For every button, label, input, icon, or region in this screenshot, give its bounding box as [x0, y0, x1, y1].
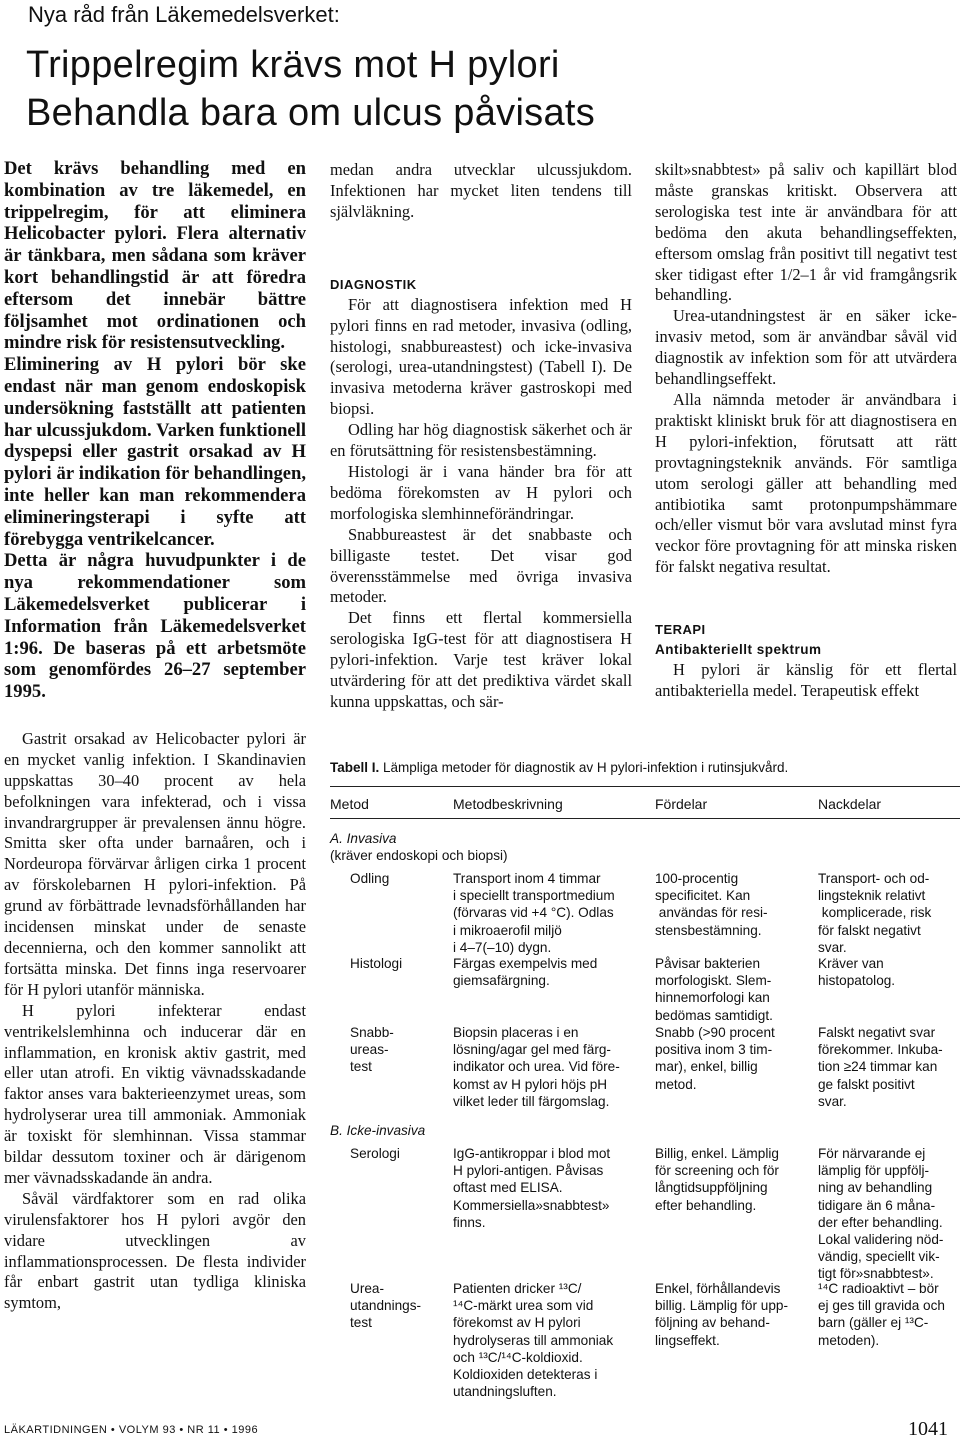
table-cell-metod: Odling — [350, 871, 390, 886]
table-cell-fordelar: Påvisar bakterien morfologiskt. Slem- hinnemorfologi kan bedömas samtidigt. — [655, 956, 773, 1023]
table-header-metod: Metod — [330, 796, 369, 812]
table-cell-beskrivning: IgG-antikroppar i blod mot H pylori-antigen. Påvisas oftast med ELISA. Kommersiella»snabbtest» finns. — [453, 1146, 611, 1230]
table-group-a-note: (kräver endoskopi och biopsi) — [330, 848, 508, 864]
body-paragraph: skilt»snabbtest» på saliv och kapillärt blod måste granskas kritiskt. Observera att serologiska test inte är användbara för att bedöma den akuta behandlingseffekten, eftersom omslag från positivt till negativt test sker tidigast efter 1/2–1 år vid framgångsrik behandling. — [655, 160, 957, 305]
body-paragraph: Det finns ett flertal kommersiella serologiska IgG-test för att diagnostisera H pylori-infektion. Varje test kräver lokal utvärdering för att det prediktiva värdet skall kunna uppskattas, och sär- — [330, 608, 632, 711]
table-cell-beskrivning: Patienten dricker ¹³C/ ¹⁴C-märkt urea som vid förekomst av H pylori hydrolyseras till ammoniak och ¹³C/¹⁴C-koldioxid. Koldioxiden detekteras i utandningsluften. — [453, 1281, 614, 1400]
table-caption-text: Lämpliga metoder för diagnostik av H pylori-infektion i rutinsjukvård. — [383, 760, 789, 775]
table-cell-fordelar: Snabb (>90 procent positiva inom 3 tim- mar), enkel, billig metod. — [655, 1025, 775, 1092]
body-paragraph: Alla nämnda metoder är användbara i praktiskt kliniskt bruk för att diagnostisera en H pylori-infektion, förutsatt att rätt provtagningsteknik används. För samtliga utom serologi gäller att behandling med antibiotika samt protonpumpshämmare och/eller vismut bör vara avslutad minst fyra veckor före provtagning för att minska risken för falskt negativa resultat. — [655, 389, 957, 577]
table-header-fordelar: Fördelar — [655, 796, 708, 812]
table-caption-label: Tabell I. — [330, 760, 380, 775]
body-paragraph: Gastrit orsakad av Helicobacter pylori är en mycket vanlig infektion. I Skandinavien uppskattas 30–40 procent av hela befolkningen vara infekterad, och i vissa invandrargrupper är prevalensen ännu högre. Smitta sker ofta under barnaåren, och i Nordeuropa förvärvar årligen cirka 1 procent av förskolebarnen H pylori-infektion. På grund av förbättrade levnadsförhållanden har incidensen minskat under de senaste decennierna, och den kommer sannolikt att fortsätta minska. Det finns inga reservoarer för H pylori utanför människa. — [4, 728, 306, 999]
body-paragraph: medan andra utvecklar ulcussjukdom. Infektionen har mycket liten tendens till självläkning. — [330, 160, 632, 221]
journal-footer: LÄKARTIDNINGEN • VOLYM 93 • NR 11 • 1996 — [4, 1424, 259, 1436]
body-paragraph: H pylori är känslig för ett flertal antibakteriella medel. Terapeutisk effekt — [655, 660, 957, 701]
table-cell-fordelar: Billig, enkel. Lämplig för screening och för långtidsuppföljning efter behandling. — [655, 1146, 779, 1213]
body-paragraph: Urea-utandningstest är en säker icke-invasiv metod, som är användbar såväl vid diagnostik av infektion som för att utvärdera behandlingseffekt. — [655, 306, 957, 389]
table-cell-beskrivning: Färgas exempelvis med giemsafärgning. — [453, 956, 598, 989]
table-cell-nackdelar: Falskt negativt svar förekommer. Inkuba- tion ≥24 timmar kan ge falskt positivt svar. — [818, 1025, 943, 1109]
lead-paragraph: Detta är några huvudpunkter i de nya rekommendationer som Läkemedelsverket publicerar i Information från Läkemedelsverket 1:96. De baseras på ett arbetsmöte som genomfördes 26–27 september 1995. — [4, 550, 306, 703]
table-rule-header — [330, 818, 960, 819]
table-group-a-label: A. Invasiva — [330, 831, 397, 846]
kicker: Nya råd från Läkemedelsverket: — [28, 2, 340, 27]
table-cell-nackdelar: Kräver van histopatolog. — [818, 956, 896, 989]
lead-paragraph: Eliminering av H pylori bör ske endast när man genom endoskopisk undersökning fastställt att patienten har ulcussjukdom. Varken funktionell dyspepsi eller gastrit orsakad av H pylori är indikation för behandlingen, inte heller kan man rekommendera elimineringsterapi i syfte att förebygga ventrikelcancer. — [4, 354, 306, 550]
table-cell-metod: Urea- utandnings- test — [350, 1281, 422, 1331]
section-heading-terapi: TERAPI — [655, 622, 706, 638]
lead-text — [4, 158, 306, 703]
column-3 — [655, 160, 957, 702]
lead-paragraph: Det krävs behandling med en kombination av tre läkemedel, en trippelregim, för att eliminera Helicobacter pylori. Flera alternativ är tänkbara, men sådana som kräver kort behandlingstid är att föredra eftersom det innebär bättre följsamhet mot ordinationen och mindre risk för resistensutveckling. — [4, 158, 306, 354]
table-group-b — [330, 1122, 425, 1139]
table-cell-fordelar: 100-procentig specificitet. Kan användas för resi- stensbestämning. — [655, 871, 768, 938]
body-paragraph: Odling har hög diagnostisk säkerhet och är en förutsättning för resistensbestämning. — [330, 420, 632, 461]
column-1 — [4, 158, 306, 1314]
table-group-a — [330, 830, 508, 864]
table-cell-nackdelar: För närvarande ej lämplig för uppfölj- ning av behandling tidigare än 6 måna- der efter behandling. Lokal validering nöd- vändig, speciellt vik- tigt för»snabbtest». — [818, 1146, 944, 1282]
body-paragraph: Histologi är i vana händer bra för att bedöma förekomsten av H pylori och morfologiska slemhinneförändringar. — [330, 461, 632, 523]
section-heading-diagnostik: DIAGNOSTIK — [330, 276, 417, 292]
column-1-body — [4, 729, 306, 1314]
page-title-line2: Behandla bara om ulcus påvisats — [26, 92, 596, 134]
table-cell-beskrivning: Transport inom 4 timmar i speciellt transportmedium (förvaras vid +4 °C). Odlas i mikroaerofil miljö i 4–7(–10) dygn. — [453, 871, 615, 955]
subsection-heading: Antibakteriellt spektrum — [655, 642, 822, 658]
table-cell-nackdelar: Transport- och od- lingsteknik relativt komplicerade, risk för falskt negativt svar. — [818, 871, 932, 955]
table-cell-fordelar: Enkel, förhållandevis billig. Lämplig för upp- följning av behand- lingseffekt. — [655, 1281, 788, 1348]
table-cell-metod: Serologi — [350, 1146, 400, 1161]
table-cell-metod: Histologi — [350, 956, 403, 971]
body-paragraph: Såväl värdfaktorer som en rad olika virulensfaktorer hos H pylori avgör den vidare utvecklingen av inflammationsprocessen. De flesta individer får enbart gastrit utan tydliga kliniska symtom, — [4, 1188, 306, 1313]
body-paragraph: Snabbureastest är det snabbaste och billigaste testet. Det visar god överensstämmelse med övriga invasiva metoder. — [330, 524, 632, 607]
table-caption — [330, 760, 788, 775]
table-group-b-label: B. Icke-invasiva — [330, 1123, 426, 1138]
body-paragraph: För att diagnostisera infektion med H pylori finns en rad metoder, invasiva (odling, histologi, snabbureastest) och icke-invasiva (serologi, urea-utandningstest) (Tabell I). De invasiva metoderna kräver gastroskopi med biopsi. — [330, 294, 632, 419]
table-header-nackdelar: Nackdelar — [818, 796, 882, 812]
table-cell-metod: Snabb- ureas- test — [350, 1025, 394, 1075]
table-rule-top — [330, 786, 960, 787]
body-paragraph: H pylori infekterar endast ventrikelslemhinna och inducerar där en inflammation, en kronisk aktiv gastrit, med eller utan atrofi. En viktig vävnadsskadande faktor anses vara bakterieenzymet ureas, som hydrolyserar urea till ammoniak. Ammoniak är toxiskt för slemhinnan. Vissa stammar bildar dessutom toxiner och är därigenom mer vävnadsskadande än andra. — [4, 1000, 306, 1187]
table-cell-beskrivning: Biopsin placeras i en lösning/agar gel med färg- indikator och urea. Vid före- komst av H pylori höjs pH vilket leder till färgomslag. — [453, 1025, 620, 1109]
page-title-line1: Trippelregim krävs mot H pylori — [26, 44, 560, 86]
table-header-beskrivning: Metodbeskrivning — [453, 796, 563, 812]
table-cell-nackdelar: ¹⁴C radioaktivt – bör ej ges till gravida och barn (gäller ej ¹³C- metoden). — [818, 1281, 945, 1348]
page-number: 1041 — [908, 1418, 948, 1438]
column-2 — [330, 160, 632, 713]
